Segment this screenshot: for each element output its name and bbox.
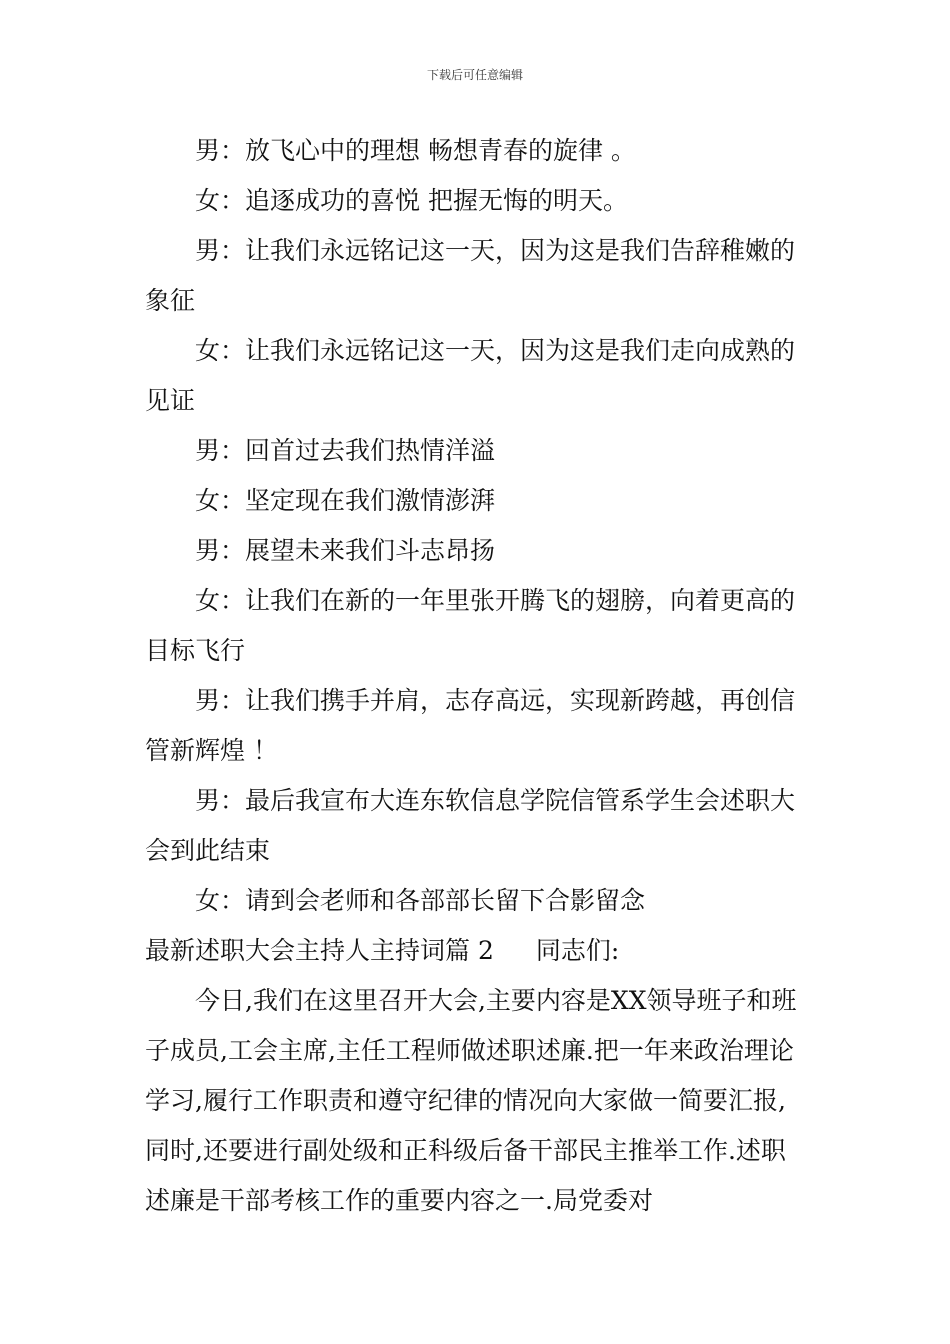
dialogue-line: 男：放飞心中的理想 畅想青春的旋律 。 [195,136,636,165]
section-title: 最新述职大会主持人主持词篇 2 [145,936,494,965]
dialogue-line: 女：坚定现在我们激情澎湃 [195,486,496,515]
dialogue-line: 男：让我们携手并肩，志存高远，实现新跨越，再创信管新辉煌 ！ [145,686,796,765]
section-heading-row [145,926,810,976]
dialogue-line: 女：追逐成功的喜悦 把握无悔的明天。 [195,186,628,215]
dialogue-line: 男：展望未来我们斗志昂扬 [195,536,496,565]
page-header: 下载后可任意编辑 [426,68,523,82]
dialogue-line: 女：让我们永远铭记这一天，因为这是我们走向成熟的见证 [145,336,796,415]
dialogue-line: 女：让我们在新的一年里张开腾飞的翅膀，向着更高的目标飞行 [145,586,796,665]
dialogue-line: 男：最后我宣布大连东软信息学院信管系学生会述职大会到此结束 [145,786,796,865]
dialogue-line: 女：请到会老师和各部部长留下合影留念 [195,886,646,915]
document-body [145,126,810,1226]
salutation: 同志们: [535,936,620,965]
dialogue-line: 男：回首过去我们热情洋溢 [195,436,496,465]
body-paragraph: 今日,我们在这里召开大会,主要内容是XX领导班子和班子成员,工会主席,主任工程师做述职述廉.把一年来政治理论学习,履行工作职责和遵守纪律的情况向大家做一简要汇报,同时,还要进行副处级和正科级后备干部民主推举工作.述职述廉是干部考核工作的重要内容之一.局党委对 [145,986,797,1215]
dialogue-line: 男：让我们永远铭记这一天，因为这是我们告辞稚嫩的象征 [145,236,796,315]
